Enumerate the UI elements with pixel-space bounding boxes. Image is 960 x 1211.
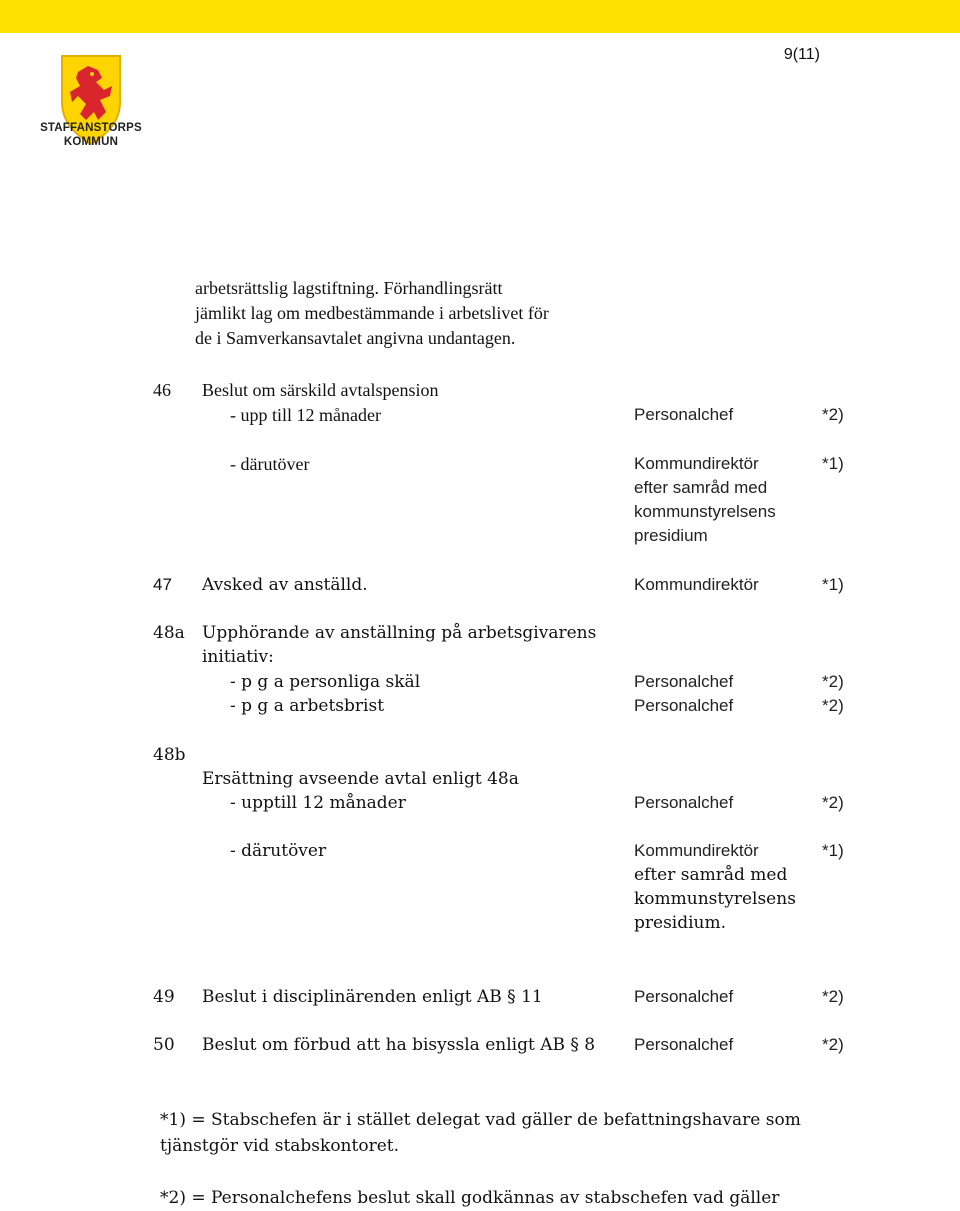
item-46-sub2-role-line3: kommunstyrelsens [634, 502, 776, 521]
item-50-note: *2) [822, 1035, 844, 1054]
logo-text-line2: KOMMUN [63, 136, 119, 148]
item-48b-sub1-note: *2) [822, 793, 844, 812]
item-46-sub2-role-line2: efter samråd med [634, 478, 768, 497]
item-48a-sub2-note: *2) [822, 696, 844, 715]
item-48b-sub2-role-line3: kommunstyrelsens [634, 889, 796, 909]
intro-line-2: jämlikt lag om medbestämmande i arbetslivet för [195, 303, 549, 323]
logo-text-line1: STAFFANSTORPS [40, 122, 142, 134]
item-46-sub1: - upp till 12 månader [230, 405, 381, 425]
item-47-number: 47 [153, 575, 172, 594]
item-48a-sub2: - p g a arbetsbrist [230, 696, 385, 716]
top-yellow-bar [0, 0, 960, 33]
item-48b-sub2-role: Kommundirektör [634, 841, 759, 860]
item-47-role: Kommundirektör [634, 575, 759, 594]
item-48b-sub1: - upptill 12 månader [230, 793, 406, 813]
item-49-note: *2) [822, 987, 844, 1006]
item-48b-sub2: - därutöver [230, 841, 327, 861]
item-46-sub2-role-line4: presidium [634, 526, 708, 545]
item-46-sub1-role: Personalchef [634, 405, 734, 424]
item-46-sub1-note: *2) [822, 405, 844, 424]
intro-line-3: de i Samverkansavtalet angivna undantagen. [195, 328, 516, 348]
intro-line-1: arbetsrättslig lagstiftning. Förhandlingsrätt [195, 278, 503, 298]
item-48a-sub2-role: Personalchef [634, 696, 734, 715]
footnote-2-line1: *2) = Personalchefens beslut skall godkännas av stabschefen vad gäller [160, 1188, 780, 1208]
item-46-number: 46 [153, 380, 171, 400]
item-48b-sub2-note: *1) [822, 841, 844, 860]
page-number: 9(11) [783, 46, 820, 63]
item-46-sub2-role: Kommundirektör [634, 454, 759, 473]
item-46-sub2: - därutöver [230, 454, 310, 474]
item-48a-sub1-note: *2) [822, 672, 844, 691]
footnote-1-line2: tjänstgör vid stabskontoret. [160, 1136, 399, 1156]
item-49-role: Personalchef [634, 987, 734, 1006]
item-49-number: 49 [153, 987, 175, 1007]
item-48b-sub2-role-line2: efter samråd med [634, 865, 788, 885]
item-50-number: 50 [153, 1035, 175, 1055]
item-50-title: Beslut om förbud att ha bisyssla enligt AB § 8 [202, 1035, 596, 1055]
item-48b-title: Ersättning avseende avtal enligt 48a [202, 769, 519, 789]
item-48a-sub1: - p g a personliga skäl [230, 672, 421, 692]
coat-of-arms-logo [40, 50, 142, 150]
item-47-note: *1) [822, 575, 844, 594]
item-48a-number: 48a [153, 623, 185, 643]
item-48b-sub2-role-line4: presidium. [634, 913, 727, 933]
item-48a-title-line1: Upphörande av anställning på arbetsgivarens [202, 623, 597, 643]
item-48a-sub1-role: Personalchef [634, 672, 734, 691]
item-48b-number: 48b [153, 745, 186, 765]
item-50-role: Personalchef [634, 1035, 734, 1054]
item-47-title: Avsked av anställd. [202, 575, 368, 595]
item-49-title: Beslut i disciplinärenden enligt AB § 11 [202, 987, 543, 1007]
footnote-1-line1: *1) = Stabschefen är i stället delegat vad gäller de befattningshavare som [160, 1110, 801, 1130]
item-48a-title-line2: initiativ: [202, 647, 274, 667]
item-46-sub2-note: *1) [822, 454, 844, 473]
item-48b-sub1-role: Personalchef [634, 793, 734, 812]
item-46-title: Beslut om särskild avtalspension [202, 380, 439, 400]
